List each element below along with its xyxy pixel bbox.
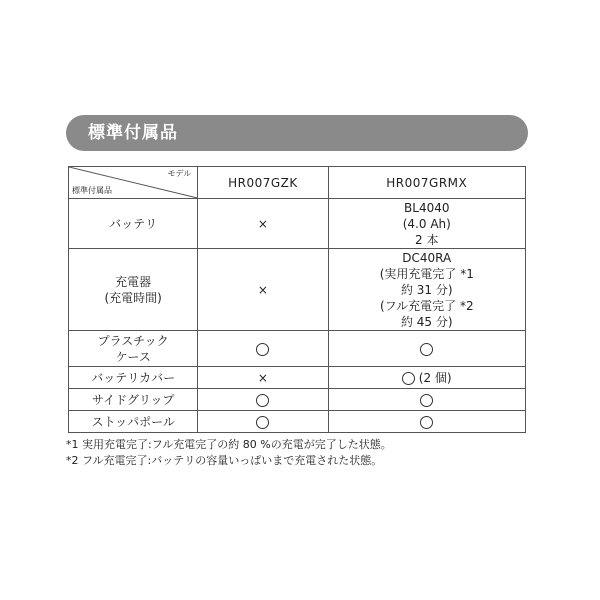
model-header-1: HR007GZK [198,167,328,199]
footnote-1: *1 実用充電完了:フル充電完了の約 80 %の充電が完了した状態。 [66,438,392,451]
cell-line: DC40RA [402,250,452,265]
cell-hr007gzk [198,249,328,331]
circle-icon [256,394,269,407]
cell-hr007grmx [328,331,525,367]
row-label-line: ストッパポール [91,414,175,429]
circle-icon [256,416,269,429]
cell-hr007gzk [198,367,328,389]
row-label-line: (充電時間) [104,290,162,305]
cell-line: 2 本 [415,232,439,247]
row-label [69,249,198,331]
row-label-line: ケース [115,349,151,364]
cross-mark: × [257,216,268,231]
cross-mark: × [257,282,268,297]
row-label-line: プラスチック [97,333,169,348]
table-row [69,249,526,331]
row-label-line: 充電器 [115,274,152,289]
corner-label-model: モデル [167,169,192,178]
model-header-2: HR007GRMX [328,167,525,199]
footnote-2: *2 フル充電完了:バッテリの容量いっぱいまで充電された状態。 [66,454,383,467]
section-title-bar [66,115,528,151]
cell-line: BL4040 [404,200,450,215]
row-label [69,389,198,411]
cell-hr007gzk [198,411,328,433]
row-label [69,411,198,433]
cell-line: (実用充電完了 *1 [379,266,474,281]
circle-icon [420,343,433,356]
cell-hr007grmx [328,249,525,331]
row-label [69,199,198,249]
cell-line: 約 31 分) [400,282,453,297]
accessories-table [68,166,526,433]
row-label [69,331,198,367]
corner-label-accessories: 標準付属品 [72,186,112,195]
cell-hr007grmx [328,411,525,433]
cell-line: 約 45 分) [400,314,453,329]
cell-hr007gzk [198,389,328,411]
cross-mark: × [257,370,268,385]
circle-icon [420,394,433,407]
circle-icon [402,372,415,385]
section-title: 標準付属品 [88,123,178,143]
table-corner-cell [69,167,198,199]
cell-hr007gzk [198,199,328,249]
footnotes [66,437,536,469]
table-row [69,199,526,249]
table-row [69,331,526,367]
cell-hr007grmx [328,199,525,249]
table-row [69,411,526,433]
cell-hr007grmx [328,389,525,411]
cell-line: (4.0 Ah) [402,216,451,231]
table-row [69,367,526,389]
cell-hr007grmx [328,367,525,389]
table-row [69,389,526,411]
quantity-label: (2 個) [418,370,452,385]
row-label-line: バッテリ [109,216,158,231]
table-header-row [69,167,526,199]
row-label-line: サイドグリップ [91,392,175,407]
circle-icon [256,343,269,356]
circle-icon [420,416,433,429]
cell-line: (フル充電完了 *2 [379,298,474,313]
row-label [69,367,198,389]
cell-hr007gzk [198,331,328,367]
row-label-line: バッテリカバー [91,370,176,385]
